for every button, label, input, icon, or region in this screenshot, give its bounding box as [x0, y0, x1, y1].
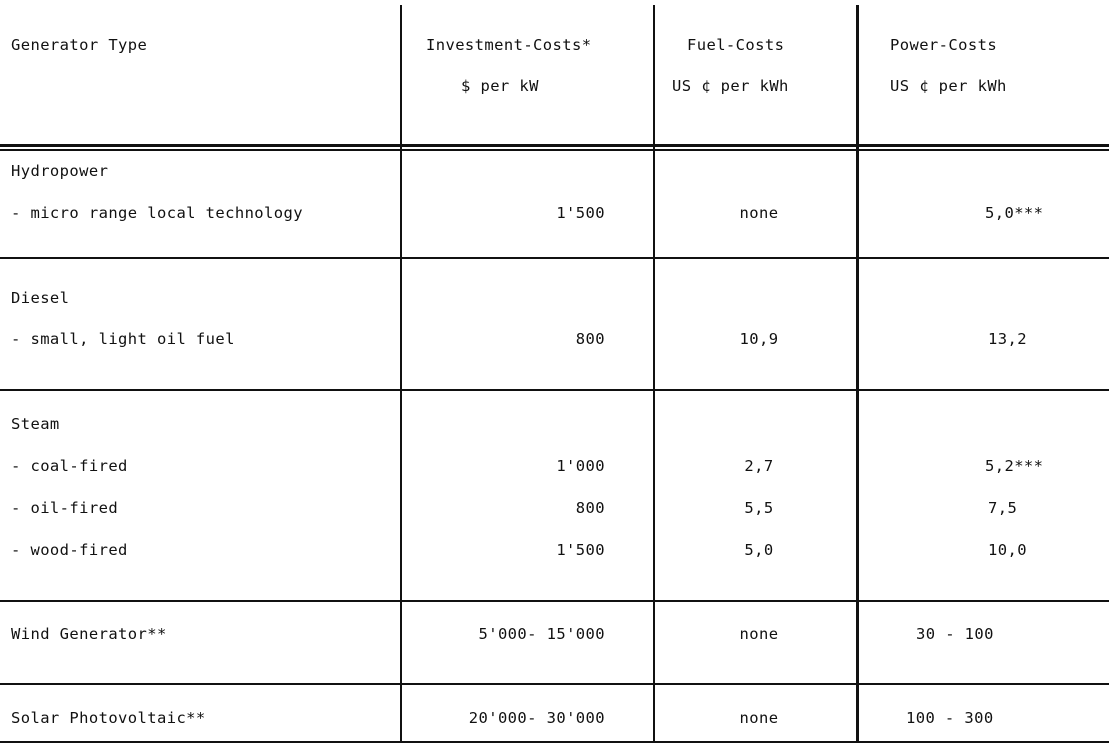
column-divider — [400, 5, 402, 742]
fuel-value: 10,9 — [739, 330, 779, 348]
investment-value: 1'500 — [556, 541, 605, 559]
power-value: 10,0 — [988, 541, 1027, 559]
header-fuel-unit: US ¢ per kWh — [672, 77, 789, 95]
power-value: 30 - 100 — [916, 625, 994, 643]
investment-value: 800 — [575, 499, 605, 517]
row-divider — [0, 389, 1109, 391]
investment-value: 1'500 — [556, 204, 605, 222]
group-title: Hydropower — [11, 162, 109, 180]
row-divider — [0, 257, 1109, 259]
fuel-value: 5,5 — [744, 499, 774, 517]
power-value: 13,2 — [988, 330, 1027, 348]
investment-value: 20'000- 30'000 — [468, 709, 605, 727]
power-value: 5,2*** — [985, 457, 1044, 475]
group-title: Solar Photovoltaic** — [11, 709, 206, 727]
fuel-value: 5,0 — [744, 541, 774, 559]
investment-value: 1'000 — [556, 457, 605, 475]
header-power: Power-Costs — [890, 36, 998, 54]
investment-value: 800 — [575, 330, 605, 348]
fuel-value: none — [739, 204, 779, 222]
group-title: Diesel — [11, 289, 70, 307]
power-value: 7,5 — [988, 499, 1018, 517]
power-value: 5,0*** — [985, 204, 1044, 222]
header-fuel: Fuel-Costs — [687, 36, 785, 54]
power-value: 100 - 300 — [906, 709, 994, 727]
group-title: Wind Generator** — [11, 625, 167, 643]
header-rule — [0, 149, 1109, 151]
fuel-value: 2,7 — [744, 457, 774, 475]
fuel-value: none — [739, 709, 779, 727]
header-power-unit: US ¢ per kWh — [890, 77, 1007, 95]
investment-value: 5'000- 15'000 — [478, 625, 605, 643]
column-divider — [653, 5, 655, 742]
fuel-value: none — [739, 625, 779, 643]
header-investment: Investment-Costs* — [426, 36, 592, 54]
row-label: - coal-fired — [11, 457, 128, 475]
row-label: - small, light oil fuel — [11, 330, 235, 348]
bottom-rule — [0, 741, 1109, 743]
header-generator-type: Generator Type — [11, 36, 148, 54]
group-title: Steam — [11, 415, 60, 433]
row-divider — [0, 600, 1109, 602]
row-label: - wood-fired — [11, 541, 128, 559]
header-investment-unit: $ per kW — [461, 77, 539, 95]
row-label: - micro range local technology — [11, 204, 303, 222]
header-rule — [0, 144, 1109, 147]
row-label: - oil-fired — [11, 499, 119, 517]
row-divider — [0, 683, 1109, 685]
